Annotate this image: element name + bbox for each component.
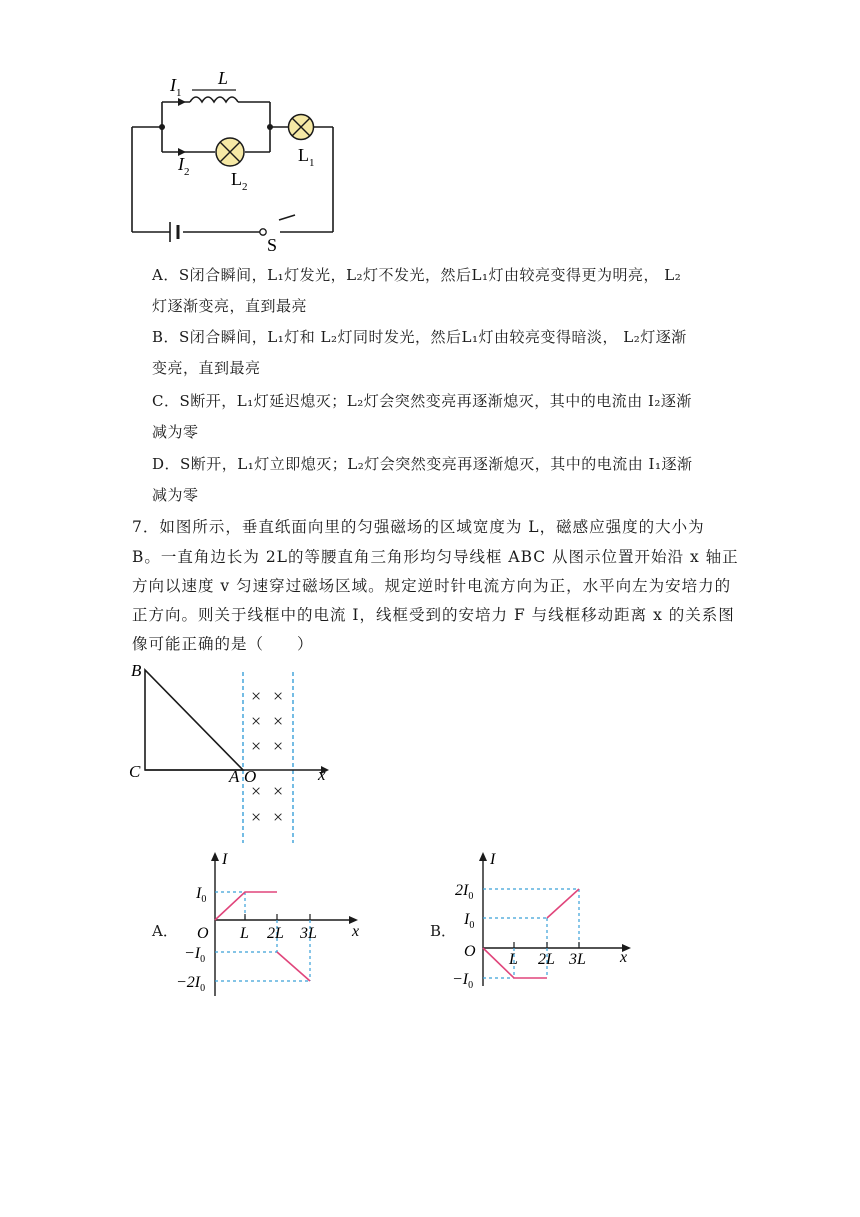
graph-a-current-line-neg xyxy=(277,952,310,981)
field-cross: × xyxy=(251,686,262,706)
graph-a-x-axis-label: x xyxy=(352,923,360,940)
graph-b-x-axis-label: x xyxy=(620,949,628,966)
label-l2: $L_2$ xyxy=(231,169,248,193)
bulb-l1 xyxy=(289,115,314,140)
graph-a-tick-3l: 3L xyxy=(300,925,317,942)
label-switch: S xyxy=(267,235,278,255)
label-inductor: L xyxy=(218,68,229,88)
field-cross: × xyxy=(251,781,262,801)
option-a-line1: A．S闭合瞬间，L₁灯发光，L₂灯不发光，然后L₁灯由较亮变得更为明亮， L₂ xyxy=(152,266,682,284)
graph-b-tick-3l: 3L xyxy=(569,951,586,968)
graph-a-option-label: A． xyxy=(152,922,178,940)
circuit-diagram xyxy=(120,60,360,255)
q7-line1: 7．如图所示，垂直纸面向里的匀强磁场的区域宽度为 L，磁感应强度的大小为 xyxy=(132,518,705,536)
graph-b-label-2i0: $2I_0$ xyxy=(455,882,474,902)
junction-dot xyxy=(267,124,273,130)
q7-line5: 像可能正确的是（ ） xyxy=(132,635,314,653)
graph-b-tick-l: L xyxy=(509,951,518,968)
option-d-line1: D．S断开，L₁灯立即熄灭；L₂灯会突然变亮再逐渐熄灭，其中的电流由 I₁逐渐 xyxy=(152,455,693,473)
graph-b-option-label: B． xyxy=(430,922,457,940)
graph-b-current-line xyxy=(547,889,579,918)
graph-a-tick-l: L xyxy=(240,925,249,942)
label-i2: $I_2$ xyxy=(178,154,190,178)
field-cross: × xyxy=(273,807,284,827)
option-b-line1: B．S闭合瞬间，L₁灯和 L₂灯同时发光，然后L₁灯由较亮变得暗淡， L₂灯逐渐 xyxy=(152,328,687,346)
field-cross: × xyxy=(251,736,262,756)
q7-line2: B。一直角边长为 2L的等腰直角三角形均匀导线框 ABC 从图示位置开始沿 x 轴正 xyxy=(132,548,739,566)
q7-line3: 方向以速度 v 匀速穿过磁场区域。规定逆时针电流方向为正，水平向左为安培力的 xyxy=(132,577,732,595)
q7-line4: 正方向。则关于线框中的电流 I，线框受到的安培力 F 与线框移动距离 x 的关系图 xyxy=(132,606,735,624)
vertex-a-label: A xyxy=(229,767,240,786)
field-cross: × xyxy=(273,686,284,706)
field-cross: × xyxy=(273,736,284,756)
graph-a-label-neg-2i0: $-2I_0$ xyxy=(176,974,206,994)
graph-a-origin: O xyxy=(197,925,209,942)
graph-a-y-axis-label: I xyxy=(222,851,228,868)
graph-b-label-neg-i0: $-I_0$ xyxy=(452,971,474,991)
option-c-line1: C．S断开，L₁灯延迟熄灭；L₂灯会突然变亮再逐渐熄灭，其中的电流由 I₂逐渐 xyxy=(152,392,692,410)
graph-a-tick-2l: 2L xyxy=(267,925,284,942)
graph-a-current-line xyxy=(215,892,277,920)
field-cross: × xyxy=(251,711,262,731)
field-cross: × xyxy=(273,711,284,731)
graph-b-y-axis-label: I xyxy=(490,851,496,868)
graph-b-tick-2l: 2L xyxy=(538,951,555,968)
field-cross: × xyxy=(273,781,284,801)
bulb-l2 xyxy=(216,138,244,166)
label-i1: $I_1$ xyxy=(170,75,182,99)
option-c-line2: 减为零 xyxy=(152,423,199,441)
switch-contact xyxy=(260,229,266,235)
graph-a-label-neg-i0: $-I_0$ xyxy=(184,945,206,965)
junction-dot xyxy=(159,124,165,130)
x-axis-label: x xyxy=(318,765,326,784)
graph-a xyxy=(176,848,370,998)
option-d-line2: 减为零 xyxy=(152,486,199,504)
graph-a-label-i0: $I_0$ xyxy=(196,885,207,905)
option-a-line2: 灯逐渐变亮，直到最亮 xyxy=(152,297,308,315)
graph-b-origin: O xyxy=(464,943,476,960)
field-figure xyxy=(125,660,340,845)
origin-label: O xyxy=(244,767,257,786)
label-l1: $L_1$ xyxy=(298,145,315,169)
vertex-c-label: C xyxy=(129,762,141,781)
field-cross: × xyxy=(251,807,262,827)
graph-b-label-i0: $I_0$ xyxy=(464,911,475,931)
graph-b xyxy=(450,848,640,991)
current-arrow-i1 xyxy=(178,98,186,106)
vertex-b-label: B xyxy=(131,661,142,680)
triangle-frame xyxy=(145,670,243,770)
option-b-line2: 变亮，直到最亮 xyxy=(152,359,261,377)
